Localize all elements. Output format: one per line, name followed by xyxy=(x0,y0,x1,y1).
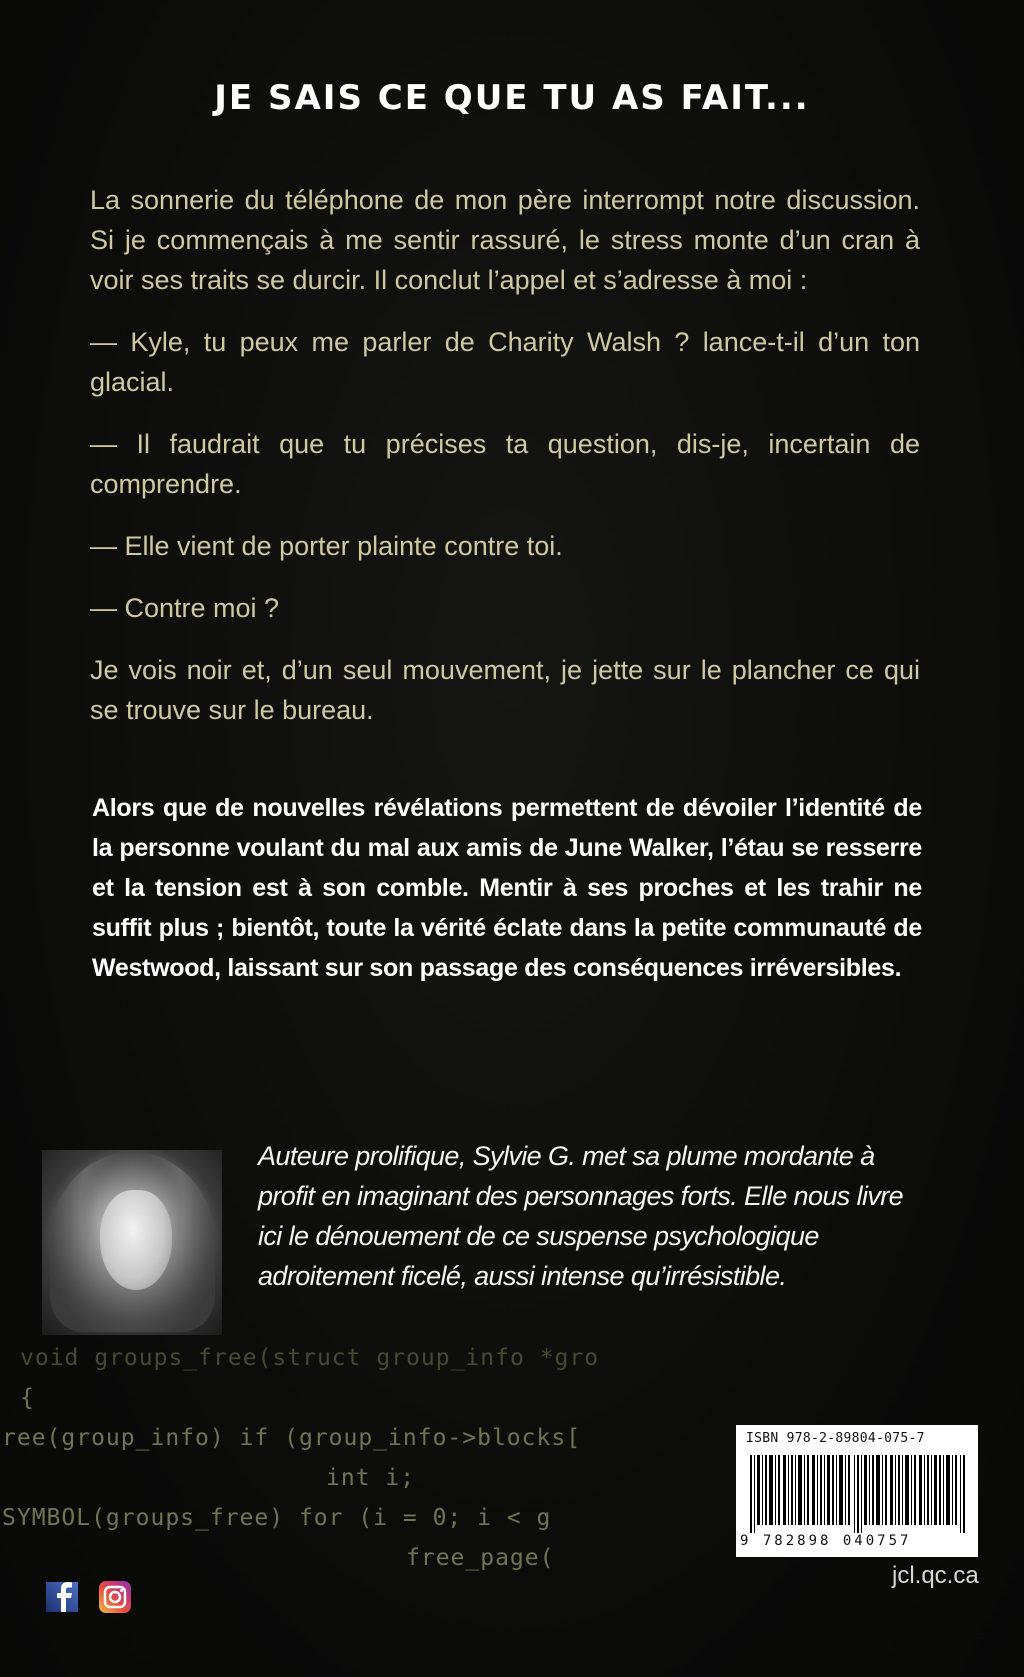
book-excerpt xyxy=(90,180,920,752)
excerpt-paragraph: — Il faudrait que tu précises ta question, dis-je, incertain de comprendre. xyxy=(90,429,920,499)
excerpt-paragraph: — Kyle, tu peux me parler de Charity Walsh ? lance-t-il d’un ton glacial. xyxy=(90,327,920,397)
code-line: ree(group_info) if (group_info->blocks[ xyxy=(2,1425,582,1451)
author-bio: Auteure prolifique, Sylvie G. met sa plume mordante à profit en imaginant des personnages forts. Elle nous livre ici le dénouement de ce suspense psychologique adroitement ficelé, aussi intense qu’irrésistible. xyxy=(258,1141,904,1291)
blurb-text: Alors que de nouvelles révélations permettent de dévoiler l’identité de la personne voulant du mal aux amis de June Walker, l’étau se resserre et la tension est à son comble. Mentir à ses proches et les trahir ne suffit plus ; bientôt, toute la vérité éclate dans la petite communauté de Westwood, laissant sur son passage des conséquences irréversibles. xyxy=(92,794,922,982)
barcode-bars xyxy=(750,1455,966,1533)
author-face xyxy=(100,1190,172,1290)
isbn-barcode xyxy=(736,1425,978,1557)
headline: JE SAIS CE QUE TU AS FAIT... xyxy=(214,78,810,118)
publisher-website[interactable]: jcl.qc.ca xyxy=(892,1562,979,1589)
code-line: SYMBOL(groups_free) for (i = 0; i < g xyxy=(2,1505,552,1531)
instagram-icon[interactable] xyxy=(98,1578,132,1614)
author-photo xyxy=(42,1150,222,1335)
excerpt-paragraph: — Contre moi ? xyxy=(90,593,280,623)
facebook-icon[interactable] xyxy=(46,1578,80,1614)
excerpt-paragraph: La sonnerie du téléphone de mon père interrompt notre discussion. Si je commençais à me sentir rassuré, le stress monte d’un cran à voir ses traits se durcir. Il conclut l’appel et s’adresse à moi : xyxy=(90,185,920,295)
isbn-label: ISBN 978-2-89804-075-7 xyxy=(746,1431,925,1446)
excerpt-paragraph: — Elle vient de porter plainte contre toi. xyxy=(90,531,563,561)
code-line: void groups_free(struct group_info *gro xyxy=(20,1345,600,1371)
code-line: int i; xyxy=(326,1465,416,1491)
code-line: { xyxy=(20,1385,35,1411)
isbn-digits: 9 782898 040757 xyxy=(740,1533,912,1549)
code-line: free_page( xyxy=(406,1545,555,1571)
book-blurb xyxy=(92,788,922,988)
excerpt-paragraph: Je vois noir et, d’un seul mouvement, je jette sur le plancher ce qui se trouve sur le bureau. xyxy=(90,655,920,725)
